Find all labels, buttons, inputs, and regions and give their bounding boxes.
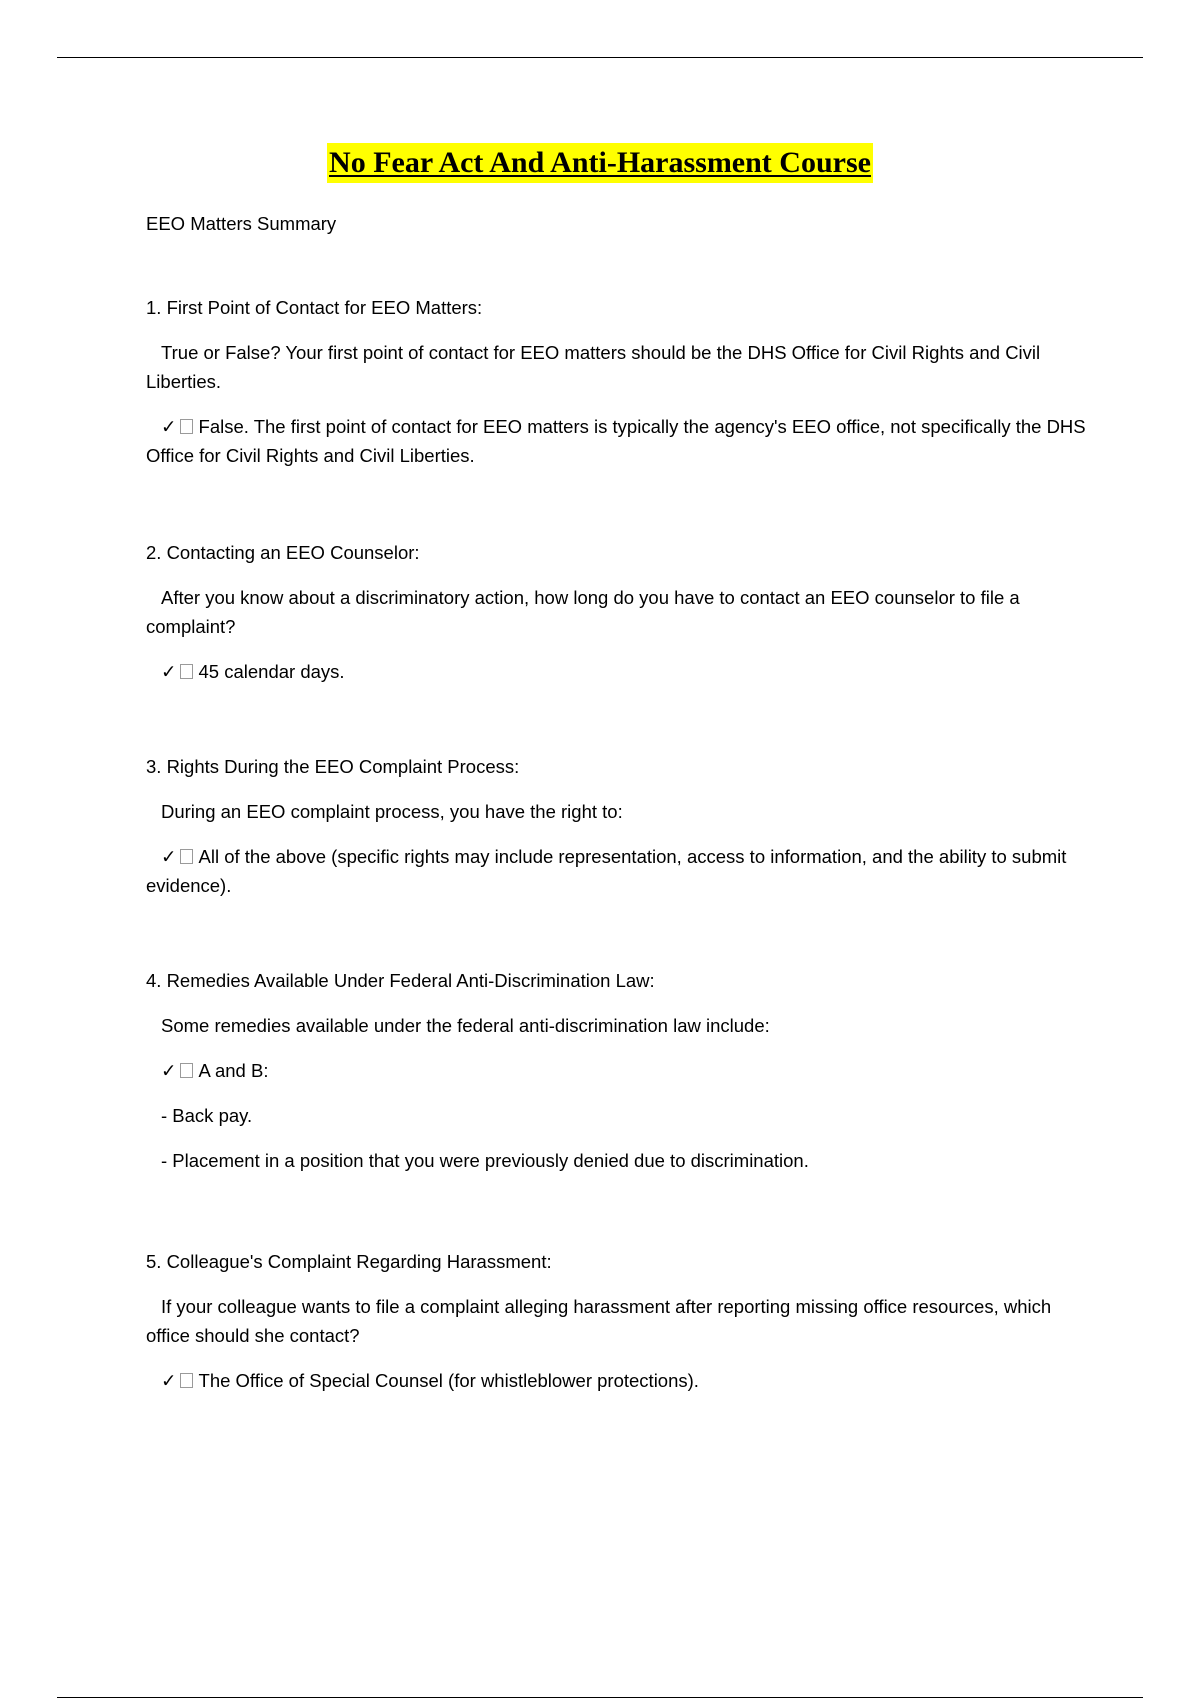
- check-icon: ✓: [161, 1370, 177, 1391]
- question-text: If your colleague wants to file a complaint alleging harassment after reporting missing office resources, which office should she contact?: [146, 1296, 1052, 1346]
- answer-text: A and B:: [198, 1060, 269, 1081]
- question-block-4: [146, 966, 1091, 1175]
- answer-line: [146, 657, 1091, 686]
- question-text: During an EEO complaint process, you have the right to:: [161, 801, 623, 822]
- question-text: True or False? Your first point of contact for EEO matters should be the DHS Office for Civil Rights and Civil Liberties.: [146, 342, 1041, 392]
- answer-line: [146, 842, 1091, 900]
- checkbox-icon: [180, 849, 193, 864]
- check-icon: ✓: [161, 416, 177, 437]
- question-block-1: [146, 293, 1091, 470]
- bottom-rule: [57, 1697, 1143, 1698]
- question-heading: 3. Rights During the EEO Complaint Process:: [146, 756, 520, 777]
- answer-line: [146, 412, 1091, 470]
- remedy-item: - Back pay.: [161, 1105, 253, 1126]
- check-icon: ✓: [161, 661, 177, 682]
- checkbox-icon: [180, 419, 193, 434]
- answer-text: The Office of Special Counsel (for whistleblower protections).: [198, 1370, 699, 1391]
- answer-line: [146, 1366, 1091, 1395]
- title-container: [0, 143, 1200, 183]
- check-icon: ✓: [161, 846, 177, 867]
- question-block-5: [146, 1247, 1091, 1395]
- question-heading: 5. Colleague's Complaint Regarding Harassment:: [146, 1251, 552, 1272]
- top-rule: [57, 57, 1143, 58]
- question-text: After you know about a discriminatory action, how long do you have to contact an EEO counselor to file a complaint?: [146, 587, 1020, 637]
- checkbox-icon: [180, 664, 193, 679]
- question-text: Some remedies available under the federal anti-discrimination law include:: [161, 1015, 770, 1036]
- summary-label: EEO Matters Summary: [146, 213, 337, 234]
- question-block-3: [146, 752, 1091, 900]
- document-title: No Fear Act And Anti-Harassment Course: [327, 143, 873, 183]
- question-heading: 4. Remedies Available Under Federal Anti-Discrimination Law:: [146, 970, 655, 991]
- answer-text: False. The first point of contact for EEO matters is typically the agency's EEO office, not specifically the DHS Office for Civil Rights and Civil Liberties.: [146, 416, 1086, 466]
- question-block-2: [146, 538, 1091, 686]
- checkbox-icon: [180, 1063, 193, 1078]
- answer-text: All of the above (specific rights may include representation, access to information, and the ability to submit evidence).: [146, 846, 1067, 896]
- check-icon: ✓: [161, 1060, 177, 1081]
- remedy-item: - Placement in a position that you were previously denied due to discrimination.: [161, 1150, 809, 1171]
- answer-line: [146, 1056, 1091, 1085]
- question-heading: 2. Contacting an EEO Counselor:: [146, 542, 420, 563]
- question-heading: 1. First Point of Contact for EEO Matters:: [146, 297, 483, 318]
- answer-text: 45 calendar days.: [198, 661, 345, 682]
- checkbox-icon: [180, 1373, 193, 1388]
